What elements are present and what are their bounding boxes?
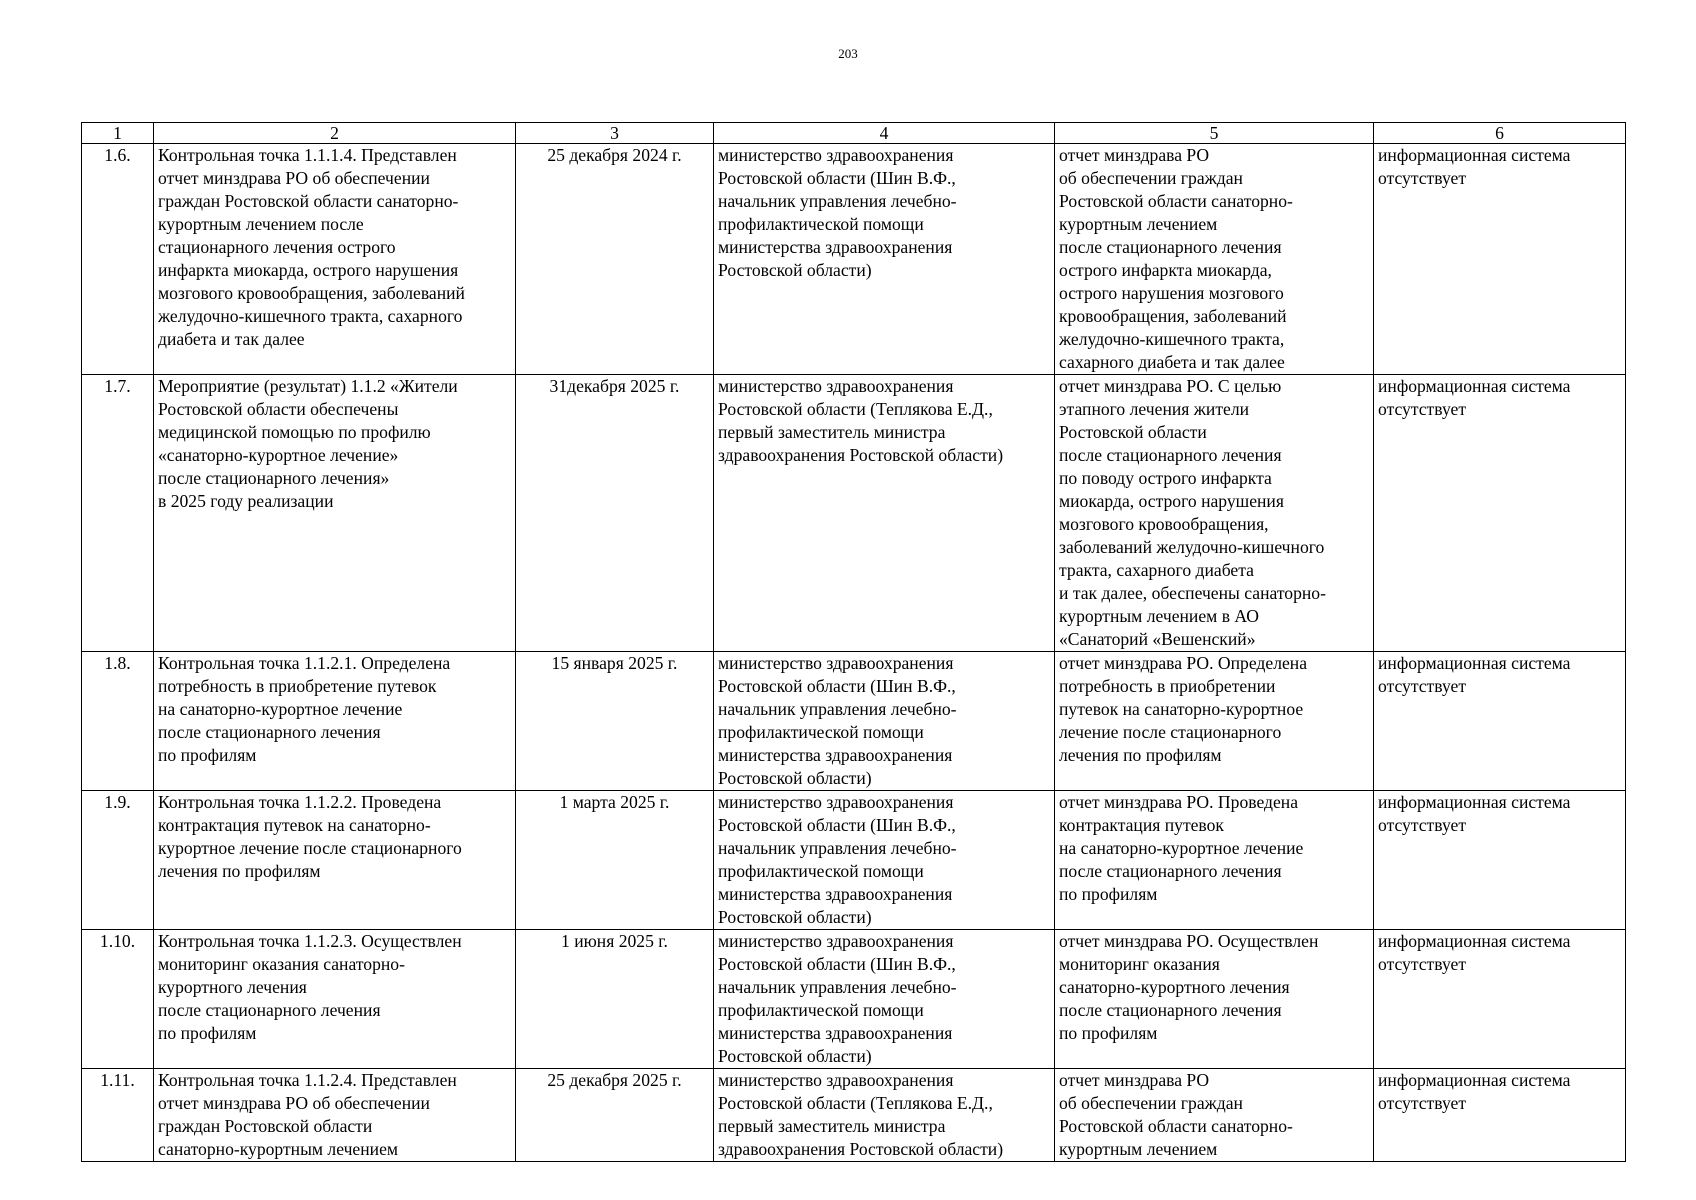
row-number: 1.6.	[82, 144, 154, 375]
header-col-5: 5	[1055, 123, 1374, 144]
event-cell: Контрольная точка 1.1.2.4. Представлен отчет минздрава РО об обеспечении граждан Ростовской области санаторно-курортным лечением	[154, 1069, 516, 1162]
header-col-3: 3	[516, 123, 714, 144]
event-cell: Контрольная точка 1.1.2.3. Осуществлен мониторинг оказания санаторно- курортного лечения после стационарного лечения по профилям	[154, 930, 516, 1069]
date-cell: 15 января 2025 г.	[516, 652, 714, 791]
responsible-cell: министерство здравоохранения Ростовской области (Шин В.Ф., начальник управления лечебно- профилактической помощи министерства здравоохранения Ростовской области)	[714, 930, 1055, 1069]
responsible-cell: министерство здравоохранения Ростовской области (Шин В.Ф., начальник управления лечебно- профилактической помощи министерства здравоохранения Ростовской области)	[714, 791, 1055, 930]
responsible-cell: министерство здравоохранения Ростовской области (Теплякова Е.Д., первый заместитель министра здравоохранения Ростовской области)	[714, 375, 1055, 652]
event-cell: Контрольная точка 1.1.2.2. Проведена контрактация путевок на санаторно- курортное лечение после стационарного лечения по профилям	[154, 791, 516, 930]
document-cell: отчет минздрава РО. Определена потребность в приобретении путевок на санаторно-курортное лечение после стационарного лечения по профилям	[1055, 652, 1374, 791]
date-cell: 1 июня 2025 г.	[516, 930, 714, 1069]
header-col-6: 6	[1374, 123, 1626, 144]
row-number: 1.8.	[82, 652, 154, 791]
row-number: 1.9.	[82, 791, 154, 930]
date-cell: 25 декабря 2025 г.	[516, 1069, 714, 1162]
responsible-cell: министерство здравоохранения Ростовской области (Теплякова Е.Д., первый заместитель министра здравоохранения Ростовской области)	[714, 1069, 1055, 1162]
system-cell: информационная система отсутствует	[1374, 375, 1626, 652]
date-cell: 25 декабря 2024 г.	[516, 144, 714, 375]
responsible-cell: министерство здравоохранения Ростовской области (Шин В.Ф., начальник управления лечебно- профилактической помощи министерства здравоохранения Ростовской области)	[714, 652, 1055, 791]
document-cell: отчет минздрава РО об обеспечении граждан Ростовской области санаторно- курортным лечением	[1055, 1069, 1374, 1162]
system-cell: информационная система отсутствует	[1374, 144, 1626, 375]
date-cell: 1 марта 2025 г.	[516, 791, 714, 930]
header-col-4: 4	[714, 123, 1055, 144]
page-number: 203	[838, 46, 858, 61]
responsible-cell: министерство здравоохранения Ростовской области (Шин В.Ф., начальник управления лечебно- профилактической помощи министерства здравоохранения Ростовской области)	[714, 144, 1055, 375]
row-number: 1.7.	[82, 375, 154, 652]
event-cell: Мероприятие (результат) 1.1.2 «Жители Ростовской области обеспечены медицинской помощью по профилю «санаторно-курортное лечение» после стационарного лечения» в 2025 году реализации	[154, 375, 516, 652]
event-cell: Контрольная точка 1.1.2.1. Определена потребность в приобретение путевок на санаторно-курортное лечение после стационарного лечения по профилям	[154, 652, 516, 791]
table-row	[82, 144, 1626, 375]
document-cell: отчет минздрава РО. Проведена контрактация путевок на санаторно-курортное лечение после стационарного лечения по профилям	[1055, 791, 1374, 930]
document-cell: отчет минздрава РО об обеспечении граждан Ростовской области санаторно- курортным лечением после стационарного лечения острого инфаркта миокарда, острого нарушения мозгового кровообращения, заболеваний желудочно-кишечного тракта, сахарного диабета и так далее	[1055, 144, 1374, 375]
system-cell: информационная система отсутствует	[1374, 930, 1626, 1069]
event-cell: Контрольная точка 1.1.1.4. Представлен отчет минздрава РО об обеспечении граждан Ростовской области санаторно- курортным лечением после стационарного лечения острого инфаркта миокарда, острого нарушения мозгового кровообращения, заболеваний желудочно-кишечного тракта, сахарного диабета и так далее	[154, 144, 516, 375]
header-col-1: 1	[82, 123, 154, 144]
date-cell: 31декабря 2025 г.	[516, 375, 714, 652]
row-number: 1.10.	[82, 930, 154, 1069]
header-col-2: 2	[154, 123, 516, 144]
table-row	[82, 1069, 1626, 1162]
header-row	[82, 123, 1626, 144]
document-cell: отчет минздрава РО. Осуществлен мониторинг оказания санаторно-курортного лечения после стационарного лечения по профилям	[1055, 930, 1374, 1069]
table-row	[82, 930, 1626, 1069]
table-row	[82, 791, 1626, 930]
system-cell: информационная система отсутствует	[1374, 652, 1626, 791]
table-row	[82, 375, 1626, 652]
plan-table	[81, 122, 1626, 1162]
table-row	[82, 652, 1626, 791]
system-cell: информационная система отсутствует	[1374, 1069, 1626, 1162]
document-cell: отчет минздрава РО. С целью этапного лечения жители Ростовской области после стационарного лечения по поводу острого инфаркта миокарда, острого нарушения мозгового кровообращения, заболеваний желудочно-кишечного тракта, сахарного диабета и так далее, обеспечены санаторно- курортным лечением в АО «Санаторий «Вешенский»	[1055, 375, 1374, 652]
row-number: 1.11.	[82, 1069, 154, 1162]
system-cell: информационная система отсутствует	[1374, 791, 1626, 930]
